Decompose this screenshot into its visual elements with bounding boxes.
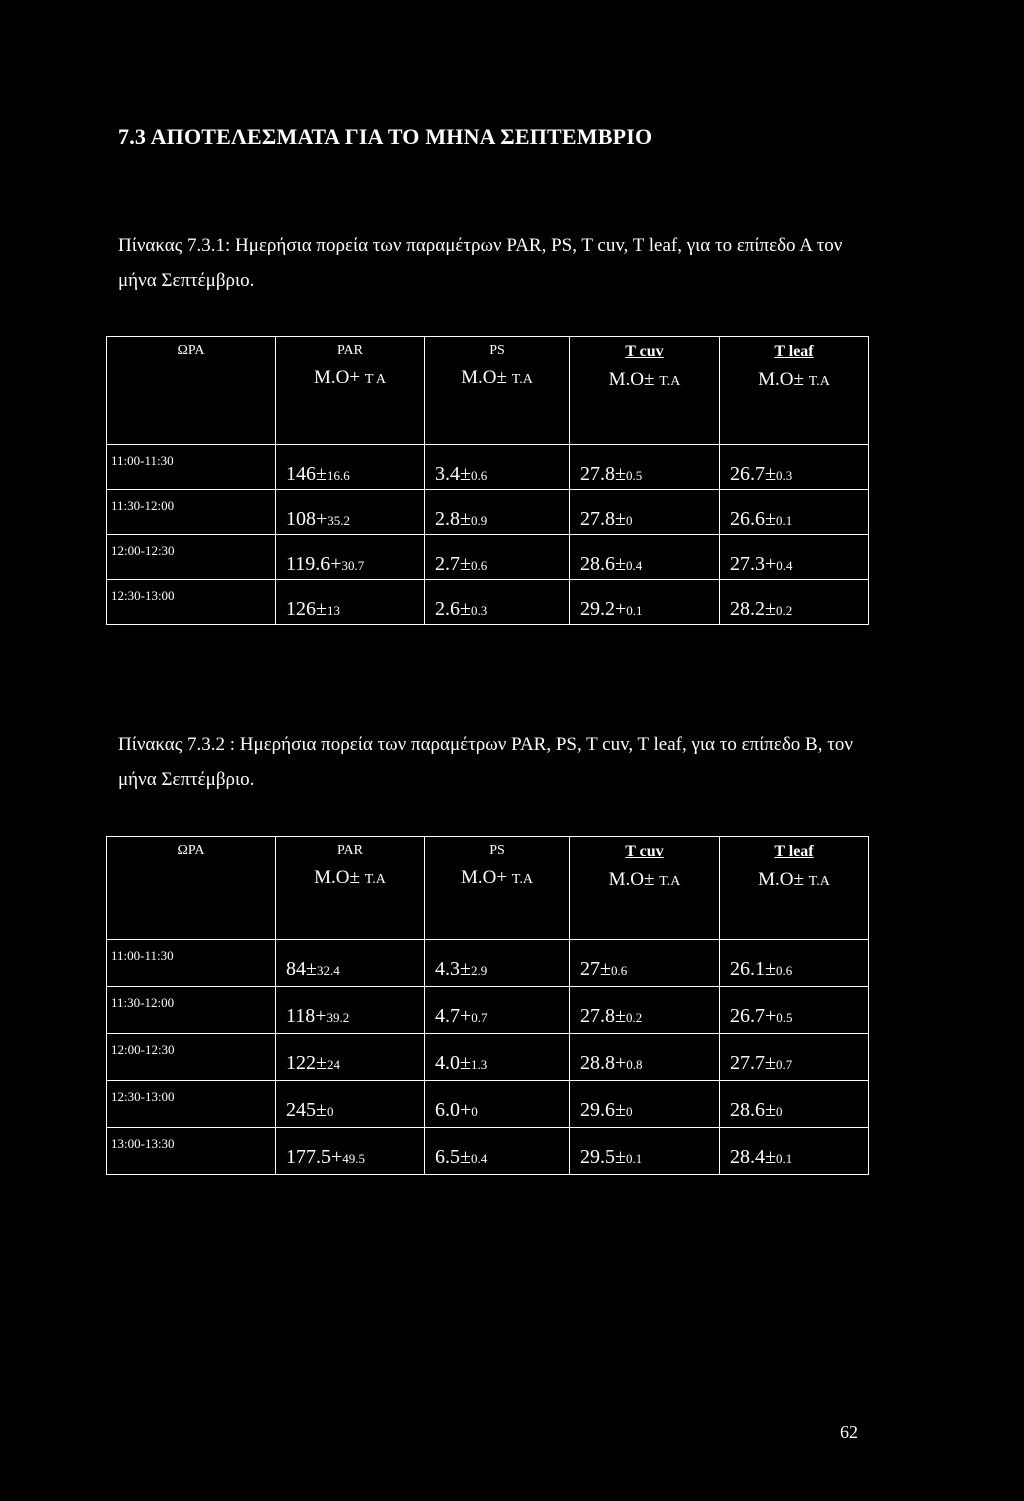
header-row <box>107 337 869 445</box>
header-cell <box>720 337 869 445</box>
value-deviation: 0.1 <box>775 1151 793 1166</box>
header-cell <box>570 337 720 445</box>
value-main: 28.4± <box>730 1146 776 1168</box>
value-deviation: 0.3 <box>470 603 488 618</box>
value-deviation: 0 <box>775 1104 783 1119</box>
table1 <box>106 336 869 625</box>
time-cell: 12:00-12:30 <box>107 535 276 580</box>
value-main: 122± <box>286 1052 327 1074</box>
value-deviation: 24 <box>326 1057 340 1072</box>
table-row <box>107 1128 869 1175</box>
value-deviation: 0.3 <box>775 468 793 483</box>
value-main: 29.5± <box>580 1146 626 1168</box>
header-cell <box>276 837 425 940</box>
header-label: T cuv <box>625 343 664 360</box>
value-cell <box>425 535 570 580</box>
table2 <box>106 836 869 1175</box>
value-deviation: 0 <box>471 1104 478 1119</box>
value-main: 29.6± <box>580 1099 626 1121</box>
header-sublabel <box>570 369 719 391</box>
header-cell <box>276 337 425 445</box>
time-cell: 12:30-13:00 <box>107 1081 276 1128</box>
value-deviation: 0.7 <box>775 1057 793 1072</box>
value-cell <box>720 1034 869 1081</box>
header-label: ΩΡΑ <box>177 843 205 858</box>
value-main: 26.6± <box>730 508 776 530</box>
table-row <box>107 580 869 625</box>
value-cell <box>720 445 869 490</box>
header-sublabel-small: Τ.Α <box>808 374 830 389</box>
value-main: 27± <box>580 958 611 980</box>
value-deviation: 0.5 <box>625 468 643 483</box>
value-cell <box>720 1128 869 1175</box>
value-cell <box>570 445 720 490</box>
table2-caption: Πίνακας 7.3.2 : Ημερήσια πορεία των παραμέτρων PAR, PS, T cuv, T leaf, για το επίπεδο Β, τον μήνα Σεπτέμβριο. <box>118 734 853 790</box>
value-cell <box>276 580 425 625</box>
header-sublabel-main: Μ.Ο± <box>758 869 804 890</box>
time-cell: 11:00-11:30 <box>107 445 276 490</box>
table-row <box>107 535 869 580</box>
value-main: 108+ <box>286 508 328 530</box>
header-sublabel-main: Μ.Ο+ <box>314 367 361 388</box>
value-cell <box>425 490 570 535</box>
value-main: 28.2± <box>730 598 776 620</box>
value-deviation: 0.1 <box>775 513 793 528</box>
header-label: PS <box>489 343 505 358</box>
value-cell <box>276 490 425 535</box>
header-sublabel-small: Τ.Α <box>659 374 681 389</box>
value-deviation: 0.6 <box>610 963 628 978</box>
time-cell: 12:30-13:00 <box>107 580 276 625</box>
value-cell <box>425 987 570 1034</box>
value-deviation: 49.5 <box>342 1151 366 1166</box>
value-cell <box>720 987 869 1034</box>
value-cell <box>720 535 869 580</box>
value-main: 3.4± <box>435 463 471 485</box>
value-cell <box>570 490 720 535</box>
table-row <box>107 490 869 535</box>
time-cell: 11:00-11:30 <box>107 940 276 987</box>
header-cell <box>425 837 570 940</box>
time-cell: 13:00-13:30 <box>107 1128 276 1175</box>
value-cell <box>276 1128 425 1175</box>
value-deviation: 0.6 <box>470 558 488 573</box>
value-cell <box>570 580 720 625</box>
value-deviation: 0.6 <box>470 468 488 483</box>
value-main: 26.1± <box>730 958 776 980</box>
table1-caption: Πίνακας 7.3.1: Ημερήσια πορεία των παραμέτρων PAR, PS, T cuv, T leaf, για το επίπεδο Α τον μήνα Σεπτέμβριο. <box>118 235 843 291</box>
value-cell <box>570 1081 720 1128</box>
value-cell <box>425 580 570 625</box>
table-row <box>107 940 869 987</box>
header-label: PAR <box>337 343 363 358</box>
value-cell <box>276 940 425 987</box>
value-cell <box>570 1034 720 1081</box>
value-main: 26.7± <box>730 463 776 485</box>
value-main: 27.7± <box>730 1052 776 1074</box>
header-sublabel <box>720 869 868 891</box>
value-cell <box>570 940 720 987</box>
header-sublabel <box>425 367 569 389</box>
value-main: 119.6+ <box>286 553 342 575</box>
header-sublabel-main: Μ.Ο+ <box>461 867 508 888</box>
value-cell <box>425 445 570 490</box>
section-heading: 7.3 ΑΠΟΤΕΛΕΣΜΑΤΑ ΓΙΑ ΤΟ ΜΗΝΑ ΣΕΠΤΕΜΒΡΙΟ <box>118 124 653 149</box>
header-sublabel-main: Μ.Ο± <box>608 369 655 390</box>
value-main: 28.6± <box>730 1099 776 1121</box>
value-deviation: 0.5 <box>776 1010 793 1025</box>
value-cell <box>720 1081 869 1128</box>
value-deviation: 16.6 <box>326 468 350 483</box>
value-main: 118+ <box>286 1005 327 1027</box>
value-main: 29.2+ <box>580 598 627 620</box>
header-sublabel-main: Μ.Ο± <box>461 367 507 388</box>
value-cell <box>720 580 869 625</box>
header-sublabel <box>570 869 719 891</box>
header-label: PAR <box>337 843 363 858</box>
value-main: 27.8± <box>580 508 626 530</box>
value-deviation: 0.1 <box>625 1151 643 1166</box>
value-deviation: 0 <box>625 1104 633 1119</box>
header-label: ΩΡΑ <box>177 343 205 358</box>
header-label: T leaf <box>774 343 814 360</box>
value-deviation: 0.7 <box>471 1010 488 1025</box>
header-cell <box>425 337 570 445</box>
header-sublabel <box>425 867 569 889</box>
header-sublabel <box>276 867 424 889</box>
value-cell <box>425 1034 570 1081</box>
value-main: 126± <box>286 598 327 620</box>
header-label: T leaf <box>774 843 814 860</box>
header-sublabel-small: Τ Α <box>364 372 386 387</box>
value-main: 27.3+ <box>730 553 777 575</box>
header-cell <box>107 337 276 445</box>
time-cell: 11:30-12:00 <box>107 490 276 535</box>
value-deviation: 0.4 <box>625 558 643 573</box>
table-row <box>107 1081 869 1128</box>
time-cell: 11:30-12:00 <box>107 987 276 1034</box>
value-deviation: 1.3 <box>470 1057 488 1072</box>
value-deviation: 0.4 <box>470 1151 488 1166</box>
value-cell <box>425 1128 570 1175</box>
header-sublabel-small: Τ.Α <box>364 872 386 887</box>
value-deviation: 0.8 <box>626 1057 643 1072</box>
value-main: 4.7+ <box>435 1005 472 1027</box>
value-main: 245± <box>286 1099 327 1121</box>
value-deviation: 30.7 <box>341 558 365 573</box>
value-cell <box>425 1081 570 1128</box>
value-deviation: 0.2 <box>775 603 793 618</box>
value-cell <box>570 535 720 580</box>
value-deviation: 0.2 <box>625 1010 643 1025</box>
page-number: 62 <box>840 1422 858 1442</box>
value-deviation: 0.4 <box>776 558 793 573</box>
header-sublabel-main: Μ.Ο± <box>314 867 360 888</box>
value-main: 6.5± <box>435 1146 471 1168</box>
value-main: 177.5+ <box>286 1146 343 1168</box>
header-sublabel-small: Τ.Α <box>511 372 533 387</box>
value-cell <box>720 490 869 535</box>
value-cell <box>720 940 869 987</box>
value-main: 146± <box>286 463 327 485</box>
value-cell <box>276 1034 425 1081</box>
value-deviation: 0 <box>625 513 633 528</box>
value-deviation: 2.9 <box>470 963 488 978</box>
value-main: 26.7+ <box>730 1005 777 1027</box>
header-sublabel-main: Μ.Ο± <box>608 869 655 890</box>
value-cell <box>425 940 570 987</box>
value-main: 27.8± <box>580 463 626 485</box>
value-cell <box>276 535 425 580</box>
table-row <box>107 1034 869 1081</box>
value-cell <box>276 1081 425 1128</box>
header-sublabel <box>276 367 424 389</box>
value-deviation: 0 <box>326 1104 334 1119</box>
header-sublabel-main: Μ.Ο± <box>758 369 804 390</box>
header-sublabel-small: Τ.Α <box>808 874 830 889</box>
value-main: 28.8+ <box>580 1052 627 1074</box>
value-main: 6.0+ <box>435 1099 472 1121</box>
value-deviation: 0.6 <box>775 963 793 978</box>
value-main: 2.7± <box>435 553 471 575</box>
table-row <box>107 445 869 490</box>
value-main: 2.8± <box>435 508 471 530</box>
value-main: 27.8± <box>580 1005 626 1027</box>
value-main: 2.6± <box>435 598 471 620</box>
value-main: 4.3± <box>435 958 471 980</box>
value-deviation: 32.4 <box>316 963 340 978</box>
value-cell <box>570 1128 720 1175</box>
value-cell <box>276 445 425 490</box>
value-deviation: 0.1 <box>626 603 643 618</box>
header-label: PS <box>489 843 505 858</box>
header-cell <box>570 837 720 940</box>
header-sublabel-small: Τ.Α <box>511 872 533 887</box>
value-deviation: 0.9 <box>470 513 488 528</box>
value-deviation: 39.2 <box>326 1010 350 1025</box>
table-row <box>107 987 869 1034</box>
value-main: 28.6± <box>580 553 626 575</box>
value-cell <box>570 987 720 1034</box>
header-sublabel <box>720 369 868 391</box>
value-deviation: 35.2 <box>327 513 351 528</box>
header-label: T cuv <box>625 843 664 860</box>
time-cell: 12:00-12:30 <box>107 1034 276 1081</box>
value-main: 4.0± <box>435 1052 471 1074</box>
header-cell <box>107 837 276 940</box>
header-sublabel-small: Τ.Α <box>659 874 681 889</box>
value-cell <box>276 987 425 1034</box>
header-row <box>107 837 869 940</box>
value-deviation: 13 <box>326 603 340 618</box>
value-main: 84± <box>286 958 317 980</box>
header-cell <box>720 837 869 940</box>
